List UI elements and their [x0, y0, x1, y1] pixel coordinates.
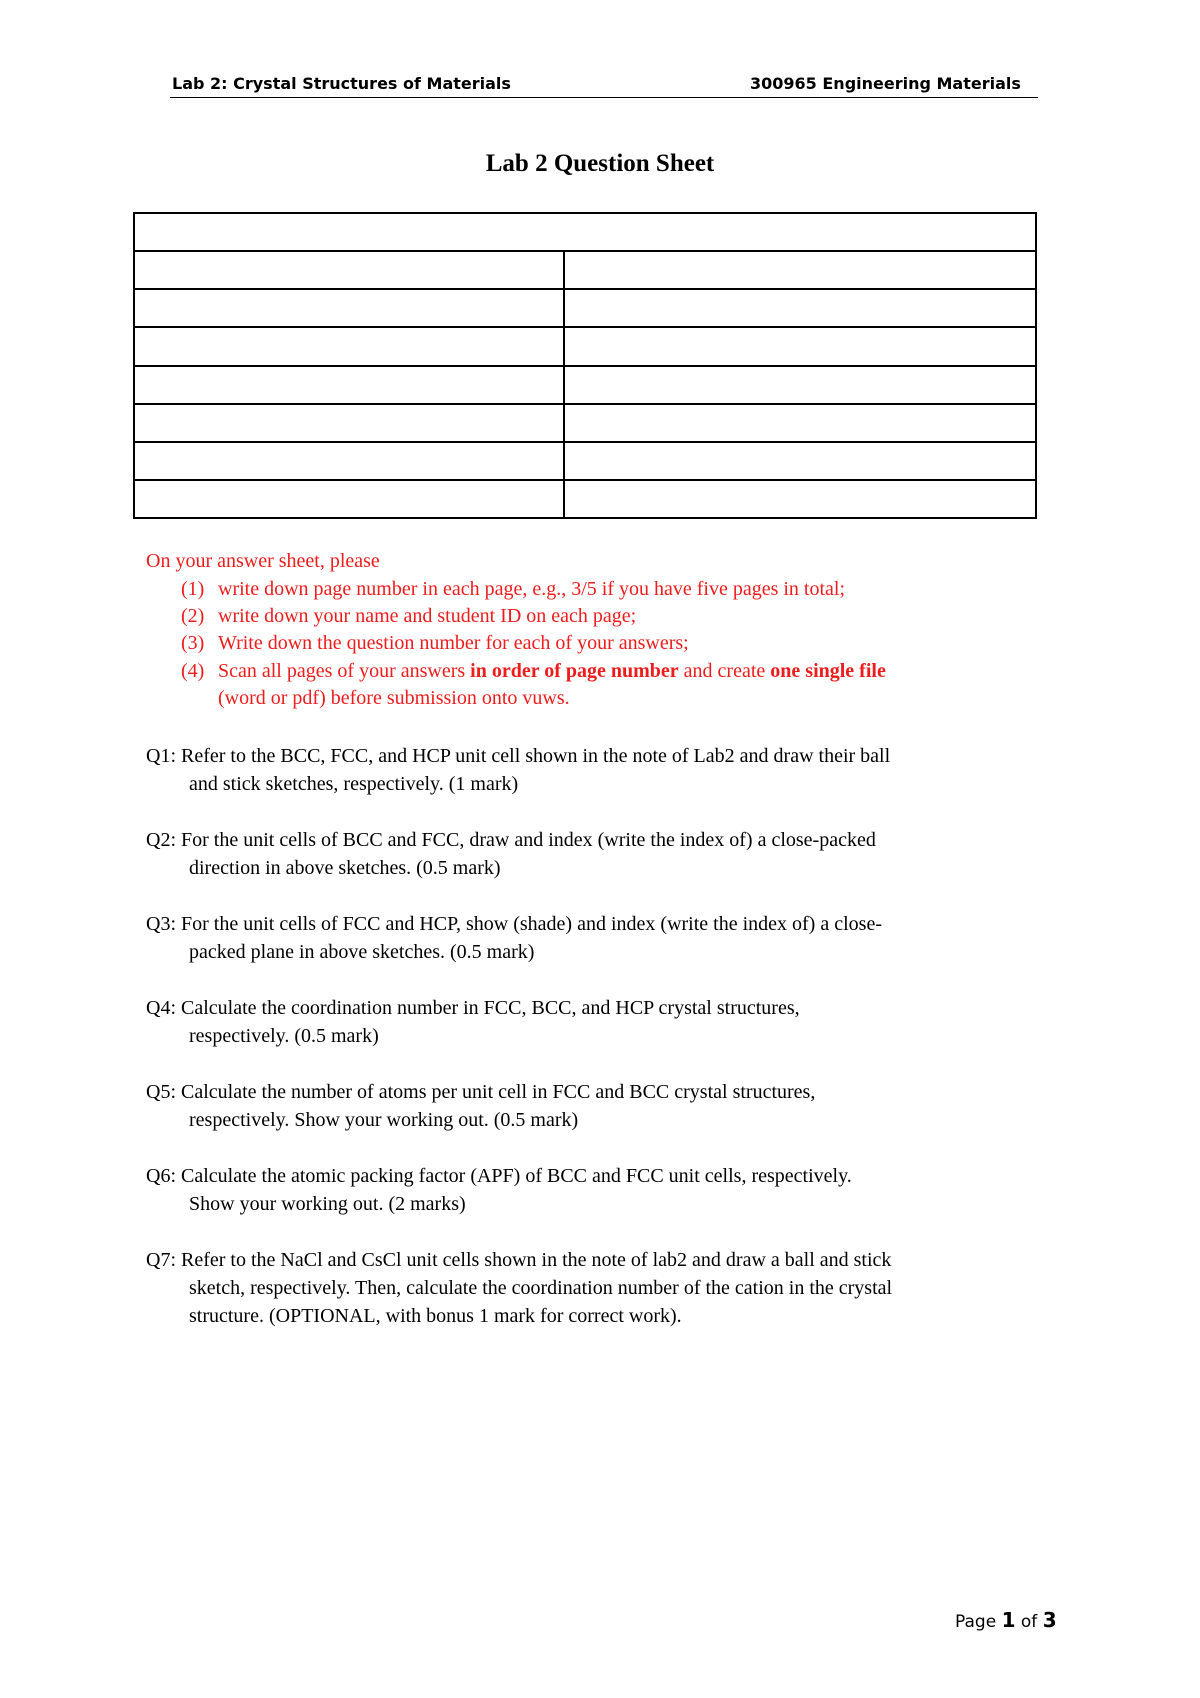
question-text: respectively. Show your working out. (0.5 mark)	[189, 1109, 579, 1131]
instruction-text: and create	[678, 660, 771, 682]
table-cell[interactable]	[564, 327, 1036, 365]
question-text: structure. (OPTIONAL, with bonus 1 mark for correct work).	[189, 1305, 682, 1327]
total-pages: 3	[1042, 1608, 1057, 1632]
question-line	[146, 910, 1076, 938]
question-text: packed plane in above sketches. (0.5 mark)	[189, 941, 535, 963]
instruction-item	[181, 603, 1081, 630]
instruction-emphasis: one single file	[770, 660, 886, 682]
question-q7	[146, 1246, 1076, 1330]
instruction-text: Scan all pages of your answers	[218, 660, 471, 682]
table-cell[interactable]	[134, 480, 564, 518]
question-q6	[146, 1162, 1076, 1218]
table-cell[interactable]	[564, 480, 1036, 518]
question-q5	[146, 1078, 1076, 1134]
question-text: Refer to the BCC, FCC, and HCP unit cell shown in the note of Lab2 and draw their ball	[181, 745, 891, 767]
question-line	[146, 1246, 1076, 1274]
page-title: Lab 2 Question Sheet	[485, 150, 715, 177]
table-cell[interactable]	[134, 327, 564, 365]
instruction-text: write down page number in each page, e.g., 3/5 if you have five pages in total;	[218, 578, 846, 600]
table-cell[interactable]	[564, 251, 1036, 289]
table-cell-header[interactable]	[134, 213, 1036, 251]
question-q3	[146, 910, 1076, 966]
instruction-continuation: (word or pdf) before submission onto vuws.	[218, 687, 570, 709]
table-row	[134, 366, 1036, 404]
info-table	[133, 212, 1037, 519]
question-line	[146, 742, 1076, 770]
question-label: Q5:	[146, 1081, 176, 1103]
table-cell[interactable]	[134, 251, 564, 289]
table-row	[134, 213, 1036, 251]
question-label: Q3:	[146, 913, 176, 935]
page-word: Page	[955, 1612, 997, 1632]
table-row	[134, 251, 1036, 289]
instruction-number: (1)	[181, 578, 205, 600]
instruction-item	[181, 630, 1081, 657]
table-row	[134, 442, 1036, 480]
table-cell[interactable]	[134, 366, 564, 404]
question-text: Calculate the atomic packing factor (APF) of BCC and FCC unit cells, respectively.	[181, 1165, 852, 1187]
question-q1	[146, 742, 1076, 798]
page-number	[955, 1608, 1057, 1632]
question-line	[146, 994, 1076, 1022]
question-line	[146, 1162, 1076, 1190]
table-row	[134, 404, 1036, 442]
question-text: Refer to the NaCl and CsCl unit cells shown in the note of lab2 and draw a ball and stick	[181, 1249, 892, 1271]
question-text: and stick sketches, respectively. (1 mark)	[189, 773, 519, 795]
question-line	[146, 1078, 1076, 1106]
question-q4	[146, 994, 1076, 1050]
table-cell[interactable]	[134, 442, 564, 480]
question-text: Calculate the coordination number in FCC, BCC, and HCP crystal structures,	[181, 997, 800, 1019]
question-text: direction in above sketches. (0.5 mark)	[189, 857, 501, 879]
question-text: respectively. (0.5 mark)	[189, 1025, 379, 1047]
header-rule	[170, 97, 1038, 98]
table-cell[interactable]	[564, 289, 1036, 327]
instruction-number: (2)	[181, 605, 205, 627]
question-text: For the unit cells of FCC and HCP, show (shade) and index (write the index of) a close-	[181, 913, 882, 935]
instruction-emphasis: in order of page number	[470, 660, 679, 682]
instruction-number: (4)	[181, 660, 205, 682]
header-left: Lab 2: Crystal Structures of Materials	[172, 74, 511, 93]
instruction-number: (3)	[181, 632, 205, 654]
table-row	[134, 327, 1036, 365]
question-text: Calculate the number of atoms per unit cell in FCC and BCC crystal structures,	[181, 1081, 816, 1103]
instruction-item	[181, 658, 1081, 685]
table-cell[interactable]	[134, 289, 564, 327]
question-label: Q6:	[146, 1165, 176, 1187]
current-page: 1	[1001, 1608, 1016, 1632]
instruction-text: write down your name and student ID on each page;	[218, 605, 637, 627]
table-cell[interactable]	[564, 404, 1036, 442]
table-row	[134, 480, 1036, 518]
question-line	[146, 826, 1076, 854]
question-label: Q4:	[146, 997, 176, 1019]
of-word: of	[1020, 1612, 1038, 1632]
question-label: Q2:	[146, 829, 176, 851]
question-label: Q7:	[146, 1249, 176, 1271]
header-right: 300965 Engineering Materials	[750, 74, 1021, 93]
question-label: Q1:	[146, 745, 176, 767]
instruction-text: Write down the question number for each of your answers;	[218, 632, 689, 654]
table-cell[interactable]	[134, 404, 564, 442]
question-q2	[146, 826, 1076, 882]
question-text: For the unit cells of BCC and FCC, draw and index (write the index of) a close-packed	[181, 829, 876, 851]
instruction-item	[181, 576, 1081, 603]
question-text: sketch, respectively. Then, calculate the coordination number of the cation in the crystal	[189, 1277, 893, 1299]
table-cell[interactable]	[564, 366, 1036, 404]
table-cell[interactable]	[564, 442, 1036, 480]
instructions-lead: On your answer sheet, please	[146, 550, 380, 572]
table-row	[134, 289, 1036, 327]
question-text: Show your working out. (2 marks)	[189, 1193, 466, 1215]
